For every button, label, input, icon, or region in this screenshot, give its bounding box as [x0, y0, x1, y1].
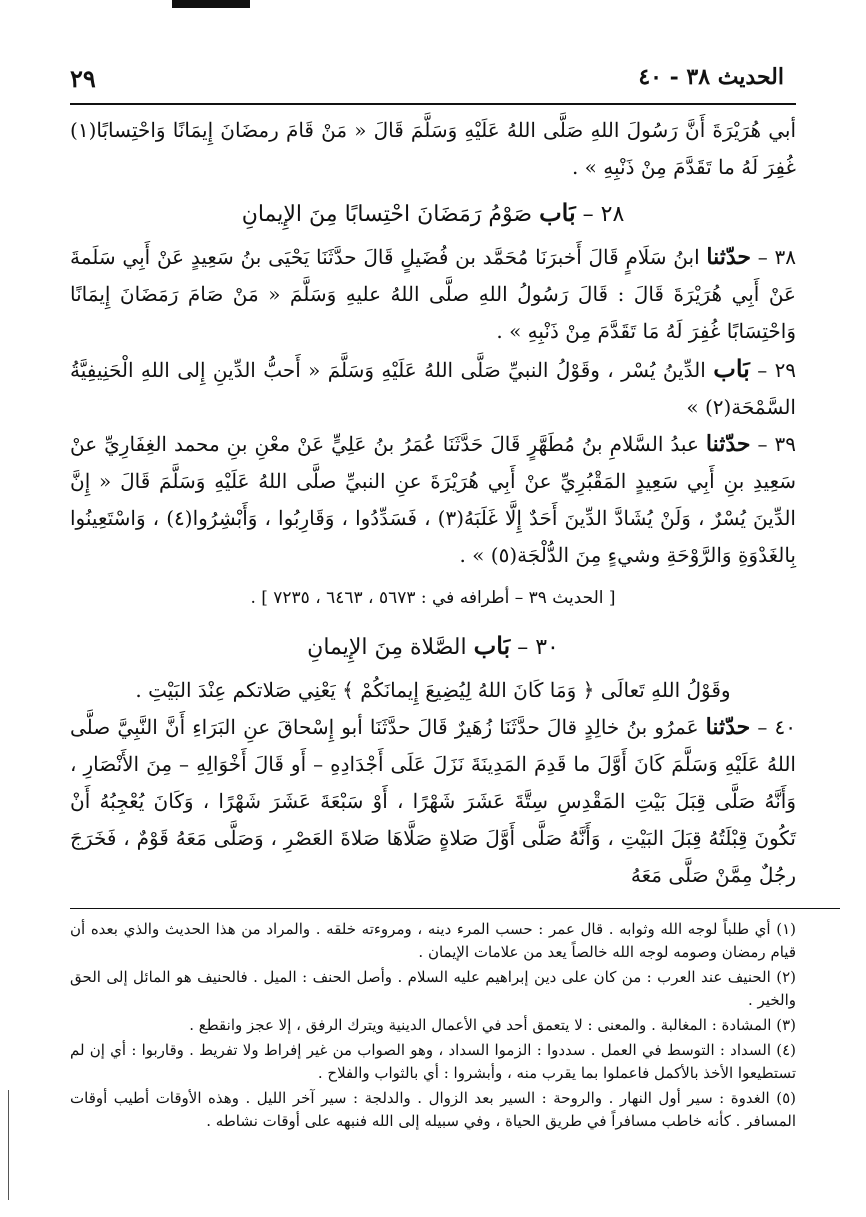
haddathana-word: حدّثنا [705, 714, 751, 740]
footnote-4: (٤) السداد : التوسط في العمل . سددوا : الزموا السداد ، وهو الصواب من غير إفراط ولا تفريط . وقاربوا : أي إن لم تستطيعوا الأخذ بالأكمل فاعملوا بما يقرب منه ، وأبشروا : أي بالثواب والفلاح . [70, 1041, 796, 1082]
footnote-2: (٢) الحنيف عند العرب : من كان على دين إبراهيم عليه السلام . وأصل الحنف : الميل . فالحنيف هو المائل إلى الحق والخير . [70, 968, 796, 1009]
chapter-30-verse: وقَوْلُ اللهِ تَعالَى ﴿ وَمَا كَانَ اللهُ لِيُضِيعَ إِيمانَكُمْ ﴾ يَعْنِي صَلاتكم عِنْدَ البَيْتِ . [135, 678, 731, 702]
chapter-number: ٣٠ – [517, 635, 559, 660]
hadith-39 [70, 426, 796, 574]
hadith-number: ٣٩ – [757, 432, 796, 456]
main-text [70, 112, 796, 894]
footnote-3: (٣) المشادة : المغالبة . والمعنى : لا يتعمق أحد في الأعمال الدينية ويترك الرفق ، إلا عجز وانقطع . [189, 1016, 796, 1034]
footnote-5: (٥) الغدوة : سير أول النهار . والروحة : السير بعد الزوال . والدلجة : سير آخر الليل . وهذه الأوقات أطيب أوقات المسافر . كأنه خاطب مسافراً في طريق الحياة ، وفي سبيله إلى الله فنبهه على أوقات نشاطه . [70, 1089, 797, 1130]
bab-word: بَاب [539, 198, 576, 227]
hadith-text: عَمرُو بنُ خالِدٍ قالَ حدَّثَنَا زُهَيرٌ قَالَ حدَّثَنَا أبو إِسْحاقَ عنِ البَرَاءِ أَنَّ النَّبِيَّ صلَّى اللهُ عَلَيْهِ وَسَلَّمَ كَانَ أَوَّلَ ما قَدِمَ المَدِينَةَ نَزَلَ عَلَى أَجْدَادِهِ – أَو قَالَ أَخْوَالِهِ – مِنَ الأَنْصَارِ ، وَأَنَّهُ صَلَّى قِبَلَ بَيْتِ المَقْدِسِ سِتَّةَ عَشَرَ شَهْرًا ، أَوْ سَبْعَةَ عَشَرَ شَهْرًا ، وَكَانَ يُعْجِبُهُ أَنْ تَكُونَ قِبْلَتُهُ قِبَلَ البَيْتِ ، وَأَنَّهُ صَلَّى أَوَّلَ صَلاةٍ صَلَّاهَا صَلاةَ العَصْرِ ، وَصَلَّى مَعَهُ قَوْمٌ ، فَخَرَجَ رجُلٌ مِمَّنْ صَلَّى مَعَهُ [70, 715, 796, 887]
chapter-title: صَوْمُ رَمَضَانَ احْتِسابًا مِنَ الإِيمانِ [241, 202, 533, 227]
chapter-title: الدِّينُ يُسْر ، وقَوْلُ النبيِّ صَلَّى اللهُ عَلَيْهِ وَسَلَّمَ « أَحبُّ الدِّينِ إِلى اللهِ الْحَنِيفِيَّةُ السَّمْحَة(٢) » [70, 358, 796, 419]
hadith-40 [70, 709, 796, 894]
intro-paragraph: أبي هُرَيْرَةَ أَنَّ رَسُولَ اللهِ صَلَّى اللهُ عَلَيْهِ وَسَلَّمَ قَالَ « مَنْ قَامَ رمضَانَ إِيمَانًا وَاحْتِسابًا(١) غُفِرَ لَهُ ما تَقَدَّمَ مِنْ ذَنْبِهِ » . [70, 118, 796, 179]
top-edge-mark [172, 0, 250, 8]
hadith-39-reference: [ الحديث ٣٩ – أطرافه في : ٥٦٧٣ ، ٦٤٦٣ ، ٧٢٣٥ ] . [250, 588, 616, 608]
chapter-30-heading [70, 627, 796, 666]
footnote-rule [70, 908, 840, 909]
hadith-number: ٤٠ – [757, 715, 796, 739]
chapter-number: ٢٨ – [582, 202, 625, 227]
hadith-text: عبدُ السَّلامِ بنُ مُطَهَّرٍ قَالَ حَدَّثَنَا عُمَرُ بنُ عَلِيٍّ عَنْ معْنِ بنِ محمد الغِفَارِيِّ عنْ سَعِيدِ بنِ أَبِي سَعِيدٍ المَقْبُرِيِّ عنْ أَبِي هُرَيْرَةَ عنِ النبيِّ صلَّى اللهُ عَلَيْهِ وَسَلَّمَ قَالَ « إِنَّ الدِّينَ يُسْرٌ ، وَلَنْ يُشَادَّ الدِّينَ أَحَدٌ إِلَّا غَلَبَهُ(٣) ، فَسَدِّدُوا ، وَقَارِبُوا ، وَأَبْشِرُوا(٤) ، وَاسْتَعِينُوا بِالغَدْوَةِ وَالرَّوْحَةِ وشيءٍ مِنَ الدُّلْجَة(٥) » . [70, 432, 796, 567]
footnotes [70, 918, 796, 1135]
hadith-text: ابنُ سَلَامٍ قَالَ أَخبرَنَا مُحَمَّد بن فُضَيلٍ قَالَ حدَّثَنَا يَحْيَى بنُ سَعِيدٍ عَنْ أَبِي سَلَمةَ عَنْ أَبِي هُرَيْرَةَ قَالَ : قَالَ رَسُولُ اللهِ صلَّى اللهُ عليهِ وَسَلَّمَ « مَنْ صَامَ رَمَضَانَ إِيمَانًا وَاحْتِسَابًا غُفِرَ لَهُ مَا تَقَدَّمَ مِنْ ذَنْبِهِ » . [70, 245, 796, 343]
header-rule [70, 103, 796, 105]
chapter-28-heading [70, 194, 796, 233]
chapter-number: ٢٩ – [757, 358, 797, 382]
bab-word: بَاب [713, 354, 750, 383]
footnote-1: (١) أي طلباً لوجه الله وثوابه . قال عمر : حسب المرء دينه ، ومروءته خلقه . والمراد من هذا الحديث والذي بعده أن قيام رمضان وصومه لوجه الله خالصاً يعد من علامات الإيمان . [70, 920, 796, 961]
haddathana-word: حدّثنا [705, 431, 751, 457]
hadith-number: ٣٨ – [757, 245, 797, 269]
haddathana-word: حدّثنا [706, 244, 752, 270]
chapter-title: الصَّلاة مِنَ الإِيمانِ [307, 635, 467, 660]
page-number: ٢٩ [70, 64, 96, 93]
section-label: الحديث ٣٨ - ٤٠ [638, 64, 784, 90]
bab-word: بَاب [473, 631, 511, 660]
running-header [70, 60, 784, 100]
hadith-38 [70, 239, 796, 350]
chapter-29-heading [70, 350, 796, 426]
margin-line [8, 1090, 9, 1200]
